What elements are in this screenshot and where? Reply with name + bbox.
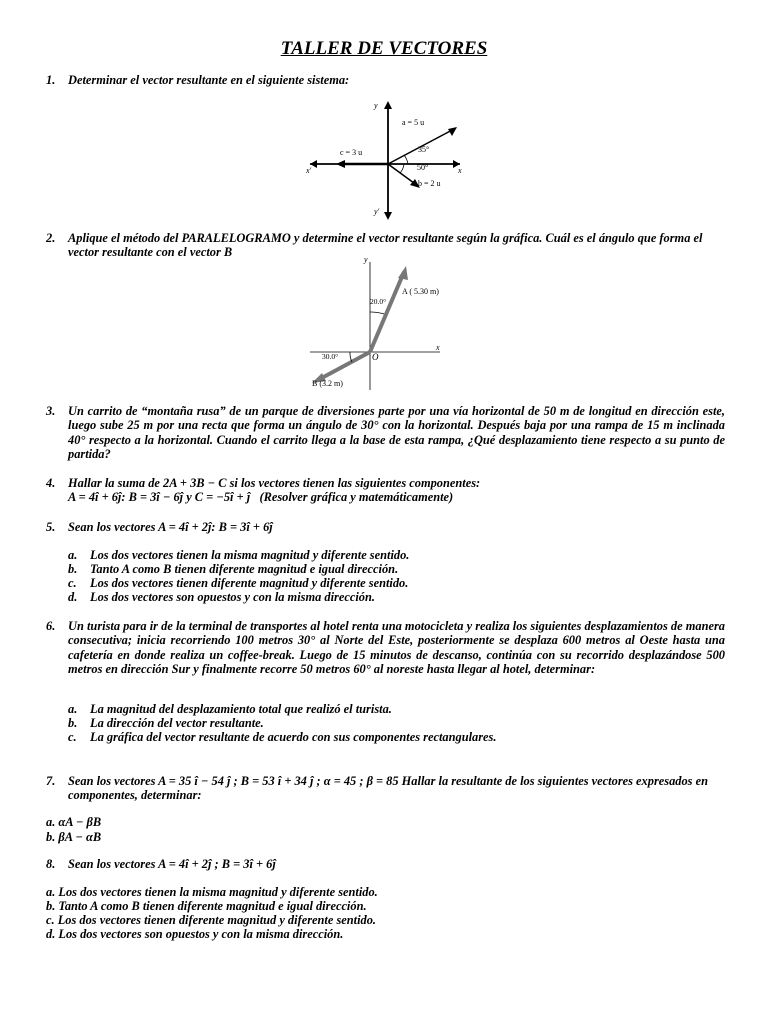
question-8-option-b: b. Tanto A como B tienen diferente magnitud e igual dirección. <box>46 899 367 913</box>
angle-50-label: 50° <box>417 163 429 172</box>
y-label: y <box>364 256 368 264</box>
question-2-text: Aplique el método del PARALELOGRAMO y determine el vector resultante según la gráfica. Cuál es el ángulo que forma el vector resultante con el vector B <box>68 231 703 260</box>
x-label: x <box>436 343 440 352</box>
question-7-option-a: a. αA − βB <box>46 815 102 829</box>
y-axis-arrow-up <box>384 101 392 109</box>
question-8-text: Sean los vectores <box>68 857 156 871</box>
question-7-text <box>68 774 728 803</box>
question-1-text: Determinar el vector resultante en el siguiente sistema: <box>68 73 350 87</box>
angle-50-arc <box>400 164 404 173</box>
question-3-number: 3. <box>46 404 56 418</box>
question-5-option-b: b. Tanto A como B tienen diferente magnitud e igual dirección. <box>68 562 399 576</box>
question-6-option-b: b. La dirección del vector resultante. <box>68 716 264 730</box>
question-7-option-b: b. βA − αB <box>46 830 102 844</box>
question-6-text: Un turista para ir de la terminal de transportes al hotel renta una motocicleta y realiza los siguientes desplazamientos de manera consecutiva; inicia recorriendo 100 metros 30° al Norte del Este, posteriormente se desplaza 600 metros al Oeste hasta una cafetería en donde realiza un coffee-break. Luego de 15 minutos de descanso, continúa con su recorrido desplazándose 500 metros en dirección Sur y finalmente recorre 50 metros 60° al noreste hasta llegar al hotel, determinar: <box>68 619 725 676</box>
question-4-note: (Resolver gráfica y matemáticamente) <box>259 490 454 504</box>
question-4-text-a: Hallar la suma de <box>68 476 160 490</box>
question-4-text-b: si los vectores tienen las siguientes componentes: <box>229 476 481 490</box>
angle-35-arc <box>404 155 408 164</box>
question-4-line-2 <box>68 490 728 504</box>
vector-a-head <box>398 266 408 280</box>
question-3-text: Un carrito de “montaña rusa” de un parque de diversiones parte por una vía horizontal de 50 m de longitud en dirección este, luego sube 25 m por una recta que forma un ángulo de 30° con la horizontal. Después baja por una rampa de 15 m inclinada 40° respecto a la horizontal. Cuando el carrito llega a la base de esta rampa, ¿Qué desplazamiento tiene respecto a su punto de partida? <box>68 404 725 461</box>
question-5-number: 5. <box>46 520 56 534</box>
question-4-number: 4. <box>46 476 56 490</box>
question-8-line <box>68 857 728 871</box>
question-4-components: A = 4î + 6ĵ: B = 3î − 6ĵ y C = −5î + ĵ <box>68 490 251 504</box>
vector-a-label: a = 5 u <box>402 118 425 127</box>
question-8-option-a: a. Los dos vectores tienen la misma magnitud y diferente sentido. <box>46 885 378 899</box>
y-neg-label: y' <box>374 207 380 216</box>
vector-diagram-2 <box>300 256 450 392</box>
vector-b-label: b = 2 u <box>418 179 441 188</box>
question-5-vectors: A = 4î + 2ĵ: B = 3î + 6ĵ <box>158 520 273 534</box>
question-7-vectors: A = 35 î − 54 ĵ ; B = 53 î + 34 ĵ ; α = 45 ; β = 85 <box>158 774 399 788</box>
origin-label: O <box>372 352 379 362</box>
question-8-number: 8. <box>46 857 56 871</box>
vector-diagram-1 <box>300 96 470 224</box>
x-label: x <box>458 166 462 175</box>
question-5-text: Sean los vectores <box>68 520 156 534</box>
question-7-text-a: Sean los vectores <box>68 774 156 788</box>
vector-c-head <box>336 160 345 168</box>
question-1-number: 1. <box>46 73 56 87</box>
question-8-vectors: A = 4î + 2ĵ ; B = 3î + 6ĵ <box>158 857 276 871</box>
question-4-expression: 2A + 3B − C <box>163 476 227 490</box>
question-4-line-1 <box>68 476 728 490</box>
angle-20-label: 20.0° <box>370 297 387 306</box>
question-8-option-d: d. Los dos vectores son opuestos y con la misma dirección. <box>46 927 344 941</box>
question-5-line <box>68 520 728 534</box>
question-5-option-a: a. Los dos vectores tienen la misma magnitud y diferente sentido. <box>68 548 410 562</box>
question-2-number: 2. <box>46 231 56 245</box>
angle-35-label: 35° <box>418 145 430 154</box>
question-5-option-c: c. Los dos vectores tienen diferente magnitud y diferente sentido. <box>68 576 409 590</box>
x-neg-label: x' <box>306 166 312 175</box>
question-7-number: 7. <box>46 774 56 788</box>
y-label: y <box>374 101 378 110</box>
y-axis-arrow-down <box>384 212 392 220</box>
page-title: TALLER DE VECTORES <box>280 38 488 59</box>
angle-20-arc <box>370 312 384 314</box>
vector-b-label: B (3.2 m) <box>312 379 343 388</box>
question-6-number: 6. <box>46 619 56 633</box>
question-7-text-b: Hallar la resultante de los siguientes vectores expresados en componentes, determinar: <box>68 774 708 803</box>
question-6-option-a: a. La magnitud del desplazamiento total que realizó el turista. <box>68 702 392 716</box>
question-5-option-d: d. Los dos vectores son opuestos y con la misma dirección. <box>68 590 375 604</box>
vector-a-label: A ( 5.30 m) <box>402 287 439 296</box>
angle-30-label: 30.0° <box>322 352 339 361</box>
question-6-option-c: c. La gráfica del vector resultante de acuerdo con sus componentes rectangulares. <box>68 730 497 744</box>
vector-c-label: c = 3 u <box>340 148 363 157</box>
question-8-option-c: c. Los dos vectores tienen diferente magnitud y diferente sentido. <box>46 913 377 927</box>
